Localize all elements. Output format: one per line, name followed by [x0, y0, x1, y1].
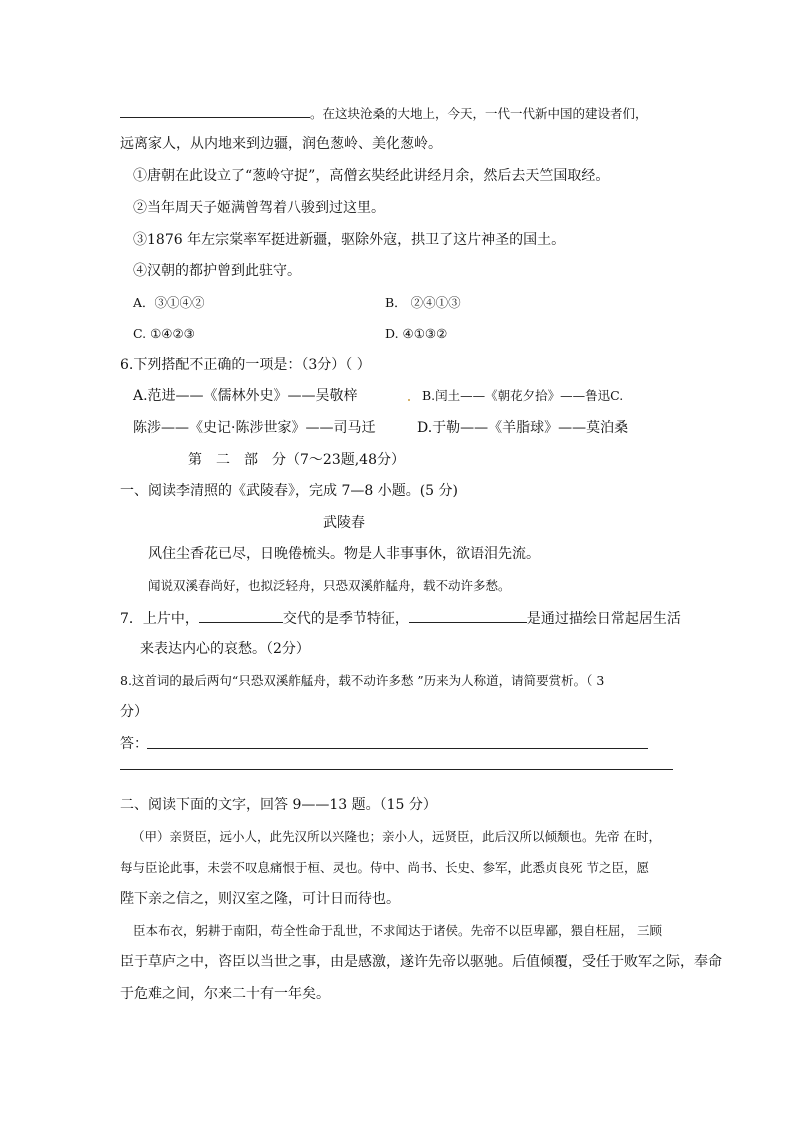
intro-line-1 — [120, 103, 648, 123]
q6-option-a: A.范进——《儒林外史》——吴敬梓 — [133, 388, 358, 404]
q5-item-2: ②当年周天子姬满曾驾着八骏到过这里。 — [133, 200, 385, 216]
passage-p2-line-2: 臣于草庐之中，咨臣以当世之事，由是感激，遂许先帝以驱驰。后值倾覆，受任于败军之际，奉命 — [120, 954, 722, 970]
section1-heading: 一、阅读李清照的《武陵春》，完成 7—8 小题。(5 分) — [120, 483, 458, 499]
poem-line-2: 闻说双溪春尚好，也拟泛轻舟，只恐双溪舴艋舟，载不动许多愁。 — [148, 578, 511, 593]
q5-item-4: ④汉朝的都护曾到此驻守。 — [133, 263, 301, 279]
fill-blank — [120, 103, 310, 118]
q5-option-b: B． ②④①③ — [385, 295, 461, 310]
passage-p2-line-1: 臣本布衣，躬耕于南阳，苟全性命于乱世，不求闻达于诸侯。先帝不以臣卑鄙，猥自枉屈， 三顾 — [133, 923, 662, 938]
stray-mark — [408, 399, 410, 401]
answer-line-2 — [120, 769, 673, 770]
part2-heading: 第 二 部 分（7～23题,48分） — [188, 452, 405, 468]
q8-line-2: 分） — [120, 704, 148, 720]
q5-option-c: C. ①④②③ — [133, 326, 195, 341]
q7-line-1 — [120, 608, 681, 628]
section2-heading: 二、阅读下面的文字，回答 9——13 题。（15 分） — [120, 797, 437, 813]
passage-p2-line-3: 于危难之间，尔来二十有一年矣。 — [120, 986, 330, 1002]
intro-line-2: 远离家人，从内地来到边疆，润色葱岭、美化葱岭。 — [120, 136, 442, 152]
q6-option-b: B.闰土——《朝花夕拾》——鲁迅C. — [422, 388, 624, 403]
q5-item-3: ③1876 年左宗棠率军挺进新疆，驱除外寇，拱卫了这片神圣的国土。 — [133, 232, 566, 248]
fill-blank — [199, 608, 283, 623]
passage-p1-line-3: 陛下亲之信之，则汉室之隆，可计日而待也。 — [120, 891, 400, 907]
q6-option-d: D.于勒——《羊脂球》——莫泊桑 — [417, 420, 629, 436]
answer-line-1 — [147, 748, 648, 749]
passage-p1-line-1: （甲）亲贤臣，远小人，此先汉所以兴隆也；亲小人，远贤臣，此后汉所以倾颓也。先帝 在时， — [132, 829, 661, 844]
passage-p1-line-2: 每与臣论此事，未尝不叹息痛恨于桓、灵也。侍中、尚书、长史、参军，此悉贞良死 节之臣，愿 — [120, 860, 649, 875]
poem-line-1: 风住尘香花已尽，日晚倦梳头。物是人非事事休，欲语泪先流。 — [148, 546, 540, 562]
q5-option-a: A．③①④② — [133, 295, 205, 310]
q7-middle: 交代的是季节特征， — [282, 611, 409, 627]
intro-line-1-text: 。在这块沧桑的大地上，今天，一代一代新中国的建设者们， — [310, 106, 648, 121]
q5-option-d: D. ④①③② — [385, 326, 448, 341]
q8-line-1: 8.这首词的最后两句“只恐双溪舴艋舟，载不动许多愁 ”历来为人称道，请简要赏析。（ 3 — [120, 673, 605, 688]
answer-label: 答： — [120, 736, 148, 752]
q7-line-2: 来表达内心的哀愁。（2分） — [140, 641, 310, 657]
poem-title: 武陵春 — [323, 515, 365, 531]
q6-stem: 6.下列搭配不正确的一项是：（3分）（ ） — [120, 357, 371, 373]
q6-option-c: 陈涉——《史记·陈涉世家》——司马迁 — [133, 420, 376, 436]
q7-suffix: 是通过描绘日常起居生活 — [526, 611, 681, 627]
q5-item-1: ①唐朝在此设立了“葱岭守捉”，高僧玄奘经此讲经月余，然后去天竺国取经。 — [133, 168, 610, 184]
fill-blank — [409, 608, 527, 623]
q7-prefix: 7．上片中， — [120, 611, 199, 627]
